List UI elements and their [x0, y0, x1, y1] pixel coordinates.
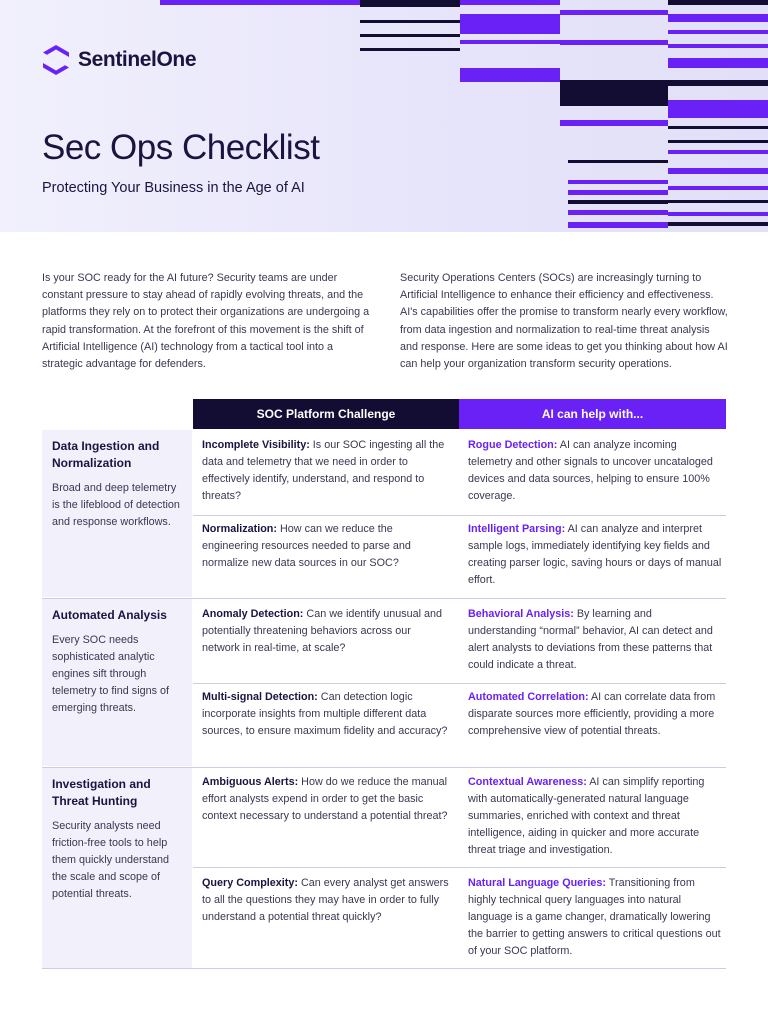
ai-cell [468, 689, 722, 740]
page-subtitle: Protecting Your Business in the Age of AI [42, 180, 305, 196]
page-title: Sec Ops Checklist [42, 128, 320, 167]
challenge-key: Normalization: [202, 523, 277, 535]
ai-text: By learning and understanding “normal” behavior, AI can detect and alert analysts to deviations from these patterns that could indicate a threat. [468, 608, 713, 671]
challenge-text: Can every analyst get answers to all the questions they may have in order to fully understand a potential threat quickly? [202, 877, 449, 923]
row-divider [193, 515, 726, 516]
section-data-ingestion [42, 430, 192, 597]
intro-right-paragraph: Security Operations Centers (SOCs) are increasingly turning to Artificial Intelligence to enhance their efficiency and effectiveness. AI's capabilities offer the promise to transform nearly every workflow, from data ingestion and normalization to real-time threat analysis and response. Here are some ideas to get you thinking about how AI can help your organization transform security operations. [400, 272, 728, 371]
challenge-text: Can detection logic incorporate insights from multiple different data sources, to ensure maximum fidelity and accuracy? [202, 691, 448, 737]
ai-cell [468, 774, 722, 859]
challenge-cell [202, 774, 450, 825]
brand-logo [42, 44, 196, 76]
section-title: Data Ingestion and Normalization [52, 439, 160, 470]
brand-name: SentinelOne [78, 48, 197, 71]
ai-cell [468, 521, 722, 589]
section-description: Broad and deep telemetry is the lifeblood of detection and response workflows. [52, 482, 180, 528]
ai-key: Contextual Awareness: [468, 776, 587, 788]
challenge-cell [202, 606, 450, 657]
challenge-cell [202, 521, 450, 572]
section-investigation [42, 768, 192, 968]
section-title: Automated Analysis [52, 608, 167, 622]
ai-cell [468, 875, 722, 960]
sentinelone-logo-icon [42, 44, 70, 76]
challenge-cell [202, 689, 450, 740]
challenge-key: Query Complexity: [202, 877, 298, 889]
column-header-challenge: SOC Platform Challenge [193, 399, 459, 429]
challenge-cell [202, 875, 450, 926]
challenge-text: Is our SOC ingesting all the data and telemetry that we need in order to effectively identify, understand, and respond to threats? [202, 439, 445, 502]
ai-key: Natural Language Queries: [468, 877, 606, 889]
row-divider [193, 683, 726, 684]
ai-text: AI can analyze incoming telemetry and other signals to uncover uncataloged devices and data sources, helping to ensure 100% coverage. [468, 439, 713, 502]
row-divider [193, 867, 726, 868]
section-title: Investigation and Threat Hunting [52, 777, 151, 808]
header-banner [0, 0, 768, 232]
challenge-key: Anomaly Detection: [202, 608, 304, 620]
ai-text: AI can simplify reporting with automatically-generated natural language summaries, enriched with context and threat intelligence, aiding in quicker and more accurate threat triage and investigation. [468, 776, 705, 856]
intro-left-paragraph: Is your SOC ready for the AI future? Security teams are under constant pressure to stay ahead of rapidly evolving threats, and the platforms they rely on to protect their organizations are undergoing a rapid transformation. At the forefront of this movement is the shift of Artificial Intelligence (AI) technology from a tactical tool into a strategic advantage for defenders. [42, 272, 370, 371]
table-bottom-border [42, 968, 726, 969]
section-automated-analysis [42, 599, 192, 766]
ai-text: AI can correlate data from disparate sources more efficiently, providing a more comprehensive view of potential threats. [468, 691, 716, 737]
ai-text: AI can analyze and interpret sample logs, immediately identifying key fields and creating parser logic, saving hours or days of manual effort. [468, 523, 722, 586]
ai-key: Intelligent Parsing: [468, 523, 566, 535]
section-description: Security analysts need friction-free tools to help them quickly understand the scale and scope of potential threats. [52, 820, 170, 900]
ai-cell [468, 437, 722, 505]
ai-text: Transitioning from highly technical query languages into natural language is a game changer, dramatically lowering the barrier to getting answers to critical questions out of your SOC platform. [468, 877, 721, 957]
challenge-key: Ambiguous Alerts: [202, 776, 299, 788]
challenge-text: Can we identify unusual and potentially threatening behaviors across our network in real-time, at scale? [202, 608, 443, 654]
ai-key: Automated Correlation: [468, 691, 589, 703]
column-header-ai: AI can help with... [459, 399, 726, 429]
section-description: Every SOC needs sophisticated analytic engines sift through telemetry to find signs of emerging threats. [52, 634, 170, 714]
challenge-text: How do we reduce the manual effort analysts expend in order to get the basic context necessary to understand a potential threat? [202, 776, 448, 822]
challenge-text: How can we reduce the engineering resources needed to parse and normalize new data sources in our SOC? [202, 523, 411, 569]
ai-key: Behavioral Analysis: [468, 608, 574, 620]
ai-key: Rogue Detection: [468, 439, 558, 451]
challenge-key: Multi-signal Detection: [202, 691, 318, 703]
challenge-key: Incomplete Visibility: [202, 439, 310, 451]
challenge-cell [202, 437, 450, 505]
ai-cell [468, 606, 722, 674]
